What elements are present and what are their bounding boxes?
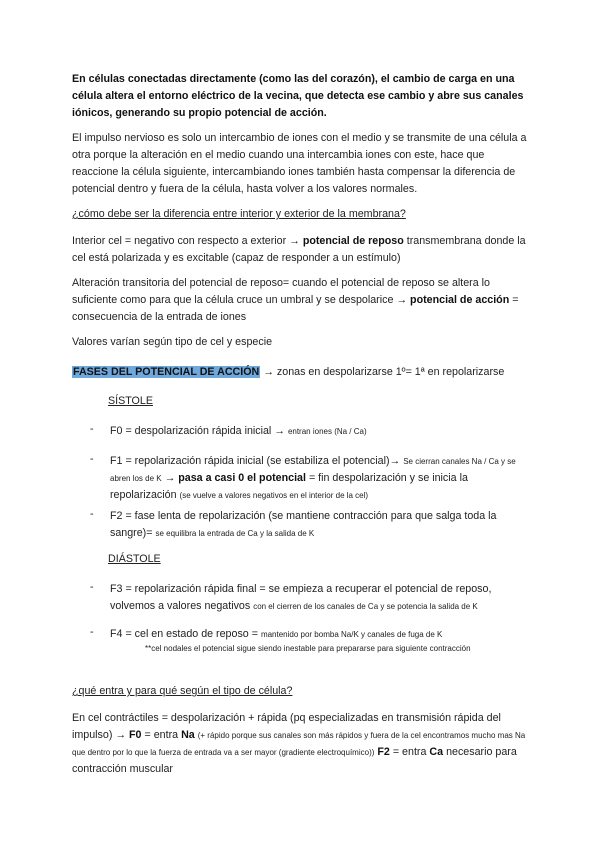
f1-note-negative: (se vuelve a valores negativos en el interior de la cel) (179, 491, 369, 500)
p6-ca-term: Ca (429, 746, 444, 758)
bullet-dash: - (90, 581, 94, 593)
phases-heading-rest: → zonas en despolarizarse 1º= 1ª en repolarizarse (263, 366, 505, 378)
diastole-subheading: DIÁSTOLE (108, 553, 161, 565)
f1-text-a: F1 = repolarización rápida inicial (se estabiliza el potencial)→ (110, 455, 401, 467)
resting-potential-term: potencial de reposo (302, 235, 404, 247)
phase-f1-item (110, 453, 530, 504)
f4-note: mantenido por bomba Na/K y canales de fuga de K (260, 630, 443, 639)
p6-na-term: Na (181, 729, 195, 741)
phase-f4-item (110, 626, 530, 643)
p6-text-a: En cel contráctiles = despolarización + rápida (pq especializadas en transmisión rápida del impulso) → (72, 712, 501, 741)
impulse-paragraph: El impulso nervioso es solo un intercambio de iones con el medio y se transmite de una célula a otra porque la alteración en el medio cuando una intercambia iones con este, hace que reaccione la célula siguiente, intercambiando iones también hasta compensar la diferencia de potencial dentro y fuera de la célula, hasta volver a los valores normales. (72, 132, 527, 195)
p6-text-g: = entra (392, 746, 427, 758)
systole-subheading: SÍSTOLE (108, 395, 153, 407)
f2-note: se equilibra la entrada de Ca y la salida de K (155, 529, 315, 538)
f4-nodal-cells-note: **cel nodales el potencial sigue siendo inestable para prepararse para siguiente contracción (145, 644, 471, 653)
resting-text-a: Interior cel = negativo con respecto a exterior → (72, 235, 300, 247)
phase-f0-item (110, 423, 530, 440)
phase-f3-item (110, 581, 530, 615)
action-text-c: = consecuencia de la entrada de iones (72, 294, 519, 323)
f3-note: con el cierren de los canales de Ca y se potencia la salida de K (253, 602, 478, 611)
f1-bold-near-zero: pasa a casi 0 el potencial (178, 472, 306, 484)
bullet-dash: - (90, 626, 94, 638)
p6-text-i: necesario para contracción muscular (72, 746, 517, 775)
resting-text-c: transmembrana donde la cel está polarizada y es excitable (capaz de responder a un estímulo) (72, 235, 526, 264)
f1-note-channels: Se cierran canales Na / Ca y se abren los de K (110, 457, 516, 483)
action-potential-term: potencial de acción (410, 294, 510, 306)
f1-text-e: = fin despolarización y se inicia la repolarización (110, 472, 468, 501)
p6-na-note: (+ rápido porque sus canales son más rápidos y fuera de la cel encontramos mucho mas Na que dentro por lo que la fuerza de entrada va a ser mayor (gradiente electroquímico)) (72, 731, 526, 757)
f0-text: F0 = despolarización rápida inicial → (110, 425, 285, 437)
p6-f2-term: F2 (377, 746, 390, 758)
bullet-dash: - (90, 508, 94, 520)
f3-text: F3 = repolarización rápida final = se empieza a recuperar el potencial de reposo, volvemos a valores negativos (110, 583, 492, 612)
f4-text: F4 = cel en estado de reposo = (110, 628, 258, 640)
what-enters-question-heading: ¿qué entra y para qué según el tipo de célula? (72, 685, 293, 697)
phases-highlighted-label: FASES DEL POTENCIAL DE ACCIÓN (73, 366, 260, 378)
p6-f0-term: F0 (129, 729, 142, 741)
p6-text-c: = entra (144, 729, 179, 741)
contractile-cells-paragraph (72, 710, 528, 778)
action-potential-paragraph (72, 275, 528, 326)
f0-note: entran iones (Na / Ca) (287, 427, 367, 436)
phases-heading-line (72, 364, 528, 381)
f1-arrow: → (164, 472, 176, 484)
values-vary-line: Valores varían según tipo de cel y especie (72, 336, 273, 348)
resting-potential-paragraph (72, 233, 528, 267)
f2-text: F2 = fase lenta de repolarización (se mantiene contracción para que salga toda la sangre)= (110, 510, 497, 539)
bullet-dash: - (90, 423, 94, 435)
intro-bold-paragraph: En células conectadas directamente (como las del corazón), el cambio de carga en una célula altera el entorno eléctrico de la vecina, que detecta ese cambio y abre sus canales iónicos, generando su propio potencial de acción. (72, 73, 524, 119)
phase-f2-item (110, 508, 530, 542)
bullet-dash: - (90, 453, 94, 465)
membrane-question-heading: ¿cómo debe ser la diferencia entre interior y exterior de la membrana? (72, 208, 406, 220)
action-text-a: Alteración transitoria del potencial de reposo= cuando el potencial de reposo se altera lo suficiente como para que la célula cruce un umbral y se despolarice → (72, 277, 490, 306)
